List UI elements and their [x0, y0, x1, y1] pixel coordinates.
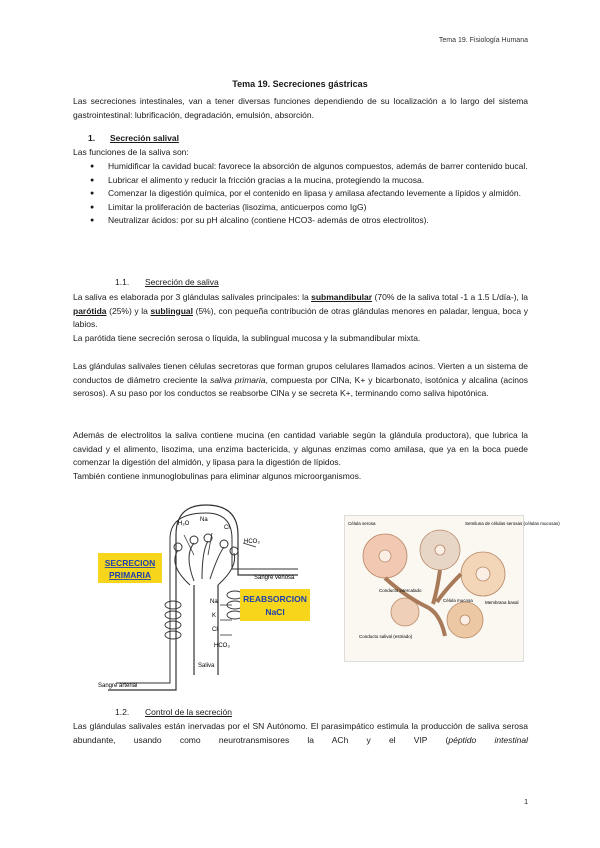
label-cl: Cl	[224, 525, 230, 531]
text-run: Las glándulas salivales tienen células secretoras que forman grupos celulares llamados acinos. Vierten a un sistema de conductos de diámetro creciente la	[73, 361, 528, 385]
section-1-1-heading	[115, 277, 219, 287]
label-sangre-arterial: Sangre arterial	[98, 683, 138, 689]
term-vip: péptido intestinal	[448, 734, 528, 745]
text-run: (5%), con pequeña contribución de otras glándulas menores en paladar, lengua, boca y labios.	[73, 305, 528, 329]
list-item: ● Comenzar la digestión química, por el contenido en lipasa y amilasa afectando levemente a lípidos y almidón.	[90, 187, 528, 201]
text-run: , compuesta por ClNa, K+ y bicarbonato, isotónica y alcalina (acinos serosos). A su paso por los conductos se reabsorbe ClNa y se secreta K+, terminando como saliva hipotónica.	[73, 374, 528, 398]
section-number: 1.	[88, 133, 96, 143]
term-saliva-primaria: saliva primaria	[210, 374, 266, 385]
label-na: Na	[200, 517, 208, 523]
page-number: 1	[524, 799, 528, 806]
salivary-duct-figure	[98, 495, 320, 695]
term-sublingual: sublingual	[150, 305, 194, 316]
text-run: (70% de la saliva total -1 a 1.5 L/día-), la	[372, 292, 528, 302]
secretion-type-paragraph: La parótida tiene secreción serosa o líquida, la sublingual mucosa y la submandibular mixta.	[73, 333, 421, 343]
label-hco3-top: HCO₃	[244, 539, 260, 545]
section-number: 1.1.	[115, 277, 130, 287]
section-title: Control de la secreción	[145, 707, 232, 717]
label-celula-mucosa: Célula mucosa	[443, 598, 473, 603]
section-1-2-heading	[115, 707, 232, 717]
saliva-functions-list	[90, 160, 528, 228]
text-run: (25%) y la	[106, 305, 151, 316]
control-paragraph	[73, 720, 528, 747]
list-item: ● Humidificar la cavidad bucal: favorece la absorción de algunos compuestos, además de barrer contenido bucal.	[90, 160, 528, 174]
saliva-functions-lead: Las funciones de la saliva son:	[73, 147, 189, 157]
term-parotida: parótida	[73, 305, 107, 316]
text-run: Las glándulas salivales están inervadas por el SN Autónomo. El parasimpático estimula la producción de saliva serosa abundante, usando como neurotransmisores la ACh y el VIP (	[73, 721, 528, 745]
section-title: Secreción de saliva	[145, 277, 219, 287]
label-hco3-duct: HCO₃	[214, 643, 230, 649]
acinus	[174, 534, 238, 585]
intro-paragraph: Las secreciones intestinales, van a tener diversas funciones dependiendo de su localización a lo largo del sistema gastrointestinal: lubrificación, degradación, emulsión, absorción.	[73, 96, 528, 120]
term-submandibular: submandibular	[311, 292, 373, 302]
label-sangre-venosa: Sangre venosa	[254, 575, 295, 581]
label-reabsorcion: REABSORCION	[243, 594, 307, 604]
text-run: La saliva es elaborada por 3 glándulas salivales principales: la	[73, 292, 312, 302]
list-item: ● Neutralizar ácidos: por su pH alcalino (contiene HCO3- además de otros electrolitos).	[90, 214, 528, 228]
label-saliva: Saliva	[198, 663, 215, 669]
inmunoglobulinas-paragraph: También contiene inmunoglobulinas para eliminar algunos microorganismos.	[73, 471, 362, 481]
acinos-paragraph	[73, 360, 528, 401]
label-primaria: PRIMARIA	[108, 570, 152, 580]
glands-paragraph	[73, 291, 528, 332]
label-secrecion: SECRECION	[104, 558, 156, 568]
label-semiluna: Semiluna de células serosas (células mucosas)	[465, 521, 560, 526]
label-celula-serosa: Célula serosa	[348, 521, 376, 526]
label-membrana-basal: Membrana basal	[485, 600, 519, 605]
running-header: Tema 19. Fisiología Humana	[438, 37, 528, 44]
list-item: ● Lubricar el alimento y reducir la fricción gracias a la mucina, protegiendo la mucosa.	[90, 174, 528, 188]
mucina-paragraph: Además de electrolitos la saliva contiene mucina (en cantidad variable según la glándula productora), que lubrica la cavidad y el alimento, lisozima, una enzima bactericida, y algunas enzimas como amilasa, que ya en la boca puede comenzar la digestión del almidón, y lipasa para la digestión de lípidos.	[73, 430, 528, 467]
acini-cluster	[363, 530, 505, 638]
label-cl-duct: Cl	[212, 627, 218, 633]
document-title: Tema 19. Secreciones gástricas	[232, 79, 368, 89]
label-na-duct: Na	[210, 599, 218, 605]
section-title: Secreción salival	[110, 133, 179, 143]
label-conducto-intercalado: Conducto intercalado	[379, 588, 422, 593]
label-k-duct: K	[212, 613, 217, 619]
coil	[165, 591, 243, 639]
salivary-histology-figure	[344, 515, 560, 662]
label-conducto-salival: Conducto salival (estriado)	[359, 634, 413, 639]
label-h2o: H₂O	[178, 521, 190, 527]
section-1-heading	[88, 133, 179, 143]
label-nacl: NaCl	[265, 607, 285, 617]
section-number: 1.2.	[115, 707, 130, 717]
list-item: ● Limitar la proliferación de bacterias (lisozima, anticuerpos como IgG)	[90, 201, 528, 215]
